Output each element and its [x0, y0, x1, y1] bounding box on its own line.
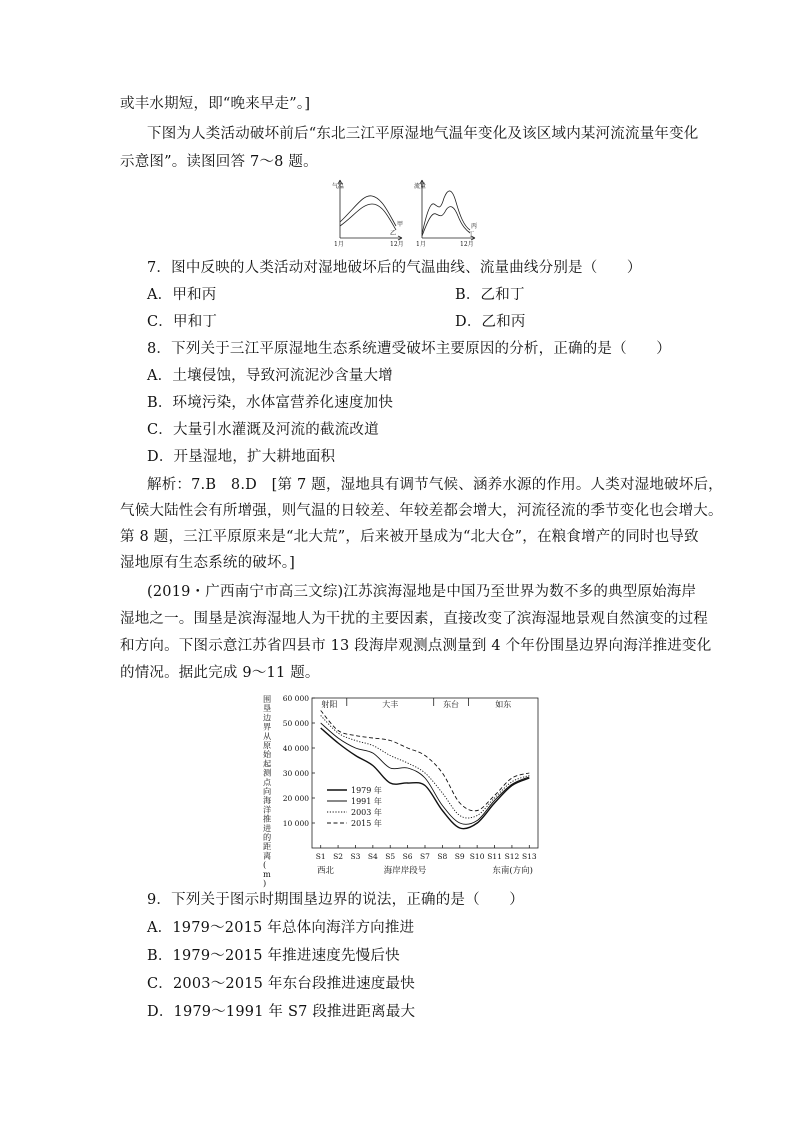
ylabel-char: 界 — [263, 721, 272, 732]
ylabel-char: 推 — [263, 813, 272, 824]
passage-line-3: 和方向。下图示意江苏省四县市 13 段海岸观测点测量到 4 个年份围垦边界向海洋推进变化 — [120, 638, 712, 654]
passage-line-2: 湿地之一。围垦是滨海湿地人为干扰的主要因素，直接改变了滨海湿地景观自然演变的过程 — [120, 611, 708, 627]
q7-option-c: C．甲和丁 — [147, 314, 218, 330]
ylabel-char: 洋 — [263, 804, 272, 815]
passage-line-1: (2019・广西南宁市高三文综)江苏滨海湿地是中国乃至世界为数不多的典型原始海岸 — [147, 584, 697, 600]
q7-option-a: A．甲和丙 — [147, 287, 217, 303]
x-right-note: 东南(方向) — [492, 866, 533, 876]
temperature-chart — [332, 180, 404, 248]
passage-line-4: 的情况。据此完成 9～11 题。 — [120, 665, 320, 681]
question-8: 8．下列关于三江平原湿地生态系统遭受破坏主要原因的分析，正确的是（ ） — [147, 341, 671, 357]
x-tick-label: S10 — [469, 852, 485, 861]
region-label: 东台 — [443, 700, 460, 709]
q9-option-a: A．1979～2015 年总体向海洋方向推进 — [147, 920, 415, 936]
ylabel-char: 垦 — [263, 703, 272, 714]
x-tick-label: S9 — [454, 852, 465, 861]
region-label: 大丰 — [382, 700, 399, 709]
ylabel-char: 距 — [263, 841, 272, 852]
ylabel-char: 从 — [263, 730, 272, 741]
ylabel-char: 进 — [263, 822, 272, 833]
ylabel-char: ) — [263, 878, 267, 888]
right-curve-ding-label: 丁 — [468, 231, 475, 238]
ylabel-char: ( — [263, 859, 267, 870]
x-tick-label: S7 — [420, 852, 430, 861]
region-label: 如东 — [495, 700, 512, 709]
region-label: 射阳 — [321, 700, 338, 709]
q9-option-b: B．1979～2015 年推进速度先慢后快 — [147, 948, 400, 964]
ylabel-char: 围 — [263, 694, 272, 704]
flow-chart — [414, 180, 477, 248]
ylabel-char: 离 — [263, 850, 272, 861]
x-tick-label: S6 — [402, 852, 413, 861]
ylabel-char: 海 — [263, 795, 272, 806]
x-tick-label: S1 — [315, 852, 326, 861]
ylabel-char: 点 — [263, 776, 272, 787]
ylabel-char: 测 — [263, 767, 272, 778]
curve-jia — [340, 196, 396, 226]
figure-temperature-flow — [330, 176, 480, 248]
intro-line-1: 下图为人类活动破坏前后“东北三江平原湿地气温年变化及该区域内某河流流量年变化 — [147, 126, 699, 142]
left-xend: 12月 — [390, 241, 404, 248]
ylabel-char: 的 — [263, 832, 272, 842]
intro-line-2: 示意图”。读图回答 7～8 题。 — [120, 154, 318, 170]
left-curve-yi-label: 乙 — [390, 230, 397, 237]
x-tick-label: S5 — [385, 852, 396, 861]
y-tick-label: 50 000 — [282, 719, 309, 728]
right-ylabel: 流量 — [414, 183, 427, 190]
region-labels — [321, 698, 511, 709]
x-tick-label: S12 — [504, 852, 520, 861]
ylabel-char: 原 — [263, 740, 272, 750]
answer-line-1: 解析：7.B 8.D [第 7 题，湿地具有调节气候、涵养水源的作用。人类对湿地破坏后， — [147, 477, 723, 493]
q9-option-c: C．2003～2015 年东台段推进速度最快 — [147, 976, 415, 992]
right-curve-bing-label: 丙 — [471, 223, 478, 230]
x-tick-label: S11 — [487, 852, 502, 861]
answer-line-2: 气候大陆性会有所增强，则气温的日较差、年较差都会增大，河流径流的季节变化也会增大。 — [120, 503, 723, 519]
ylabel-char: 向 — [263, 786, 272, 796]
q8-option-b: B．环境污染，水体富营养化速度加快 — [147, 395, 394, 411]
x-tick-label: S2 — [333, 852, 344, 861]
q7-option-b: B．乙和丁 — [455, 287, 525, 303]
y-tick-label: 30 000 — [282, 769, 309, 778]
y-tick-label: 40 000 — [282, 744, 309, 753]
x-ticks — [316, 845, 537, 861]
legend-label: 2015 年 — [351, 819, 382, 828]
y-tick-label: 10 000 — [282, 819, 309, 828]
ylabel-char: 始 — [263, 749, 272, 760]
series-line-2015年 — [321, 711, 530, 811]
x-tick-label: S8 — [437, 852, 448, 861]
y-ticks — [283, 694, 315, 828]
question-7: 7．图中反映的人类活动对湿地破坏后的气温曲线、流量曲线分别是（ ） — [147, 260, 642, 276]
left-xstart: 1月 — [334, 241, 344, 248]
x-tick-label: S3 — [350, 852, 361, 861]
ylabel-char: m — [263, 868, 271, 879]
legend-label: 2003 年 — [351, 808, 382, 817]
left-curve-jia-label: 甲 — [397, 221, 404, 228]
legend — [327, 785, 382, 828]
legend-label: 1991 年 — [351, 797, 382, 806]
y-axis-label — [263, 694, 272, 888]
y-tick-label: 60 000 — [282, 694, 309, 703]
question-9: 9．下列关于图示时期围垦边界的说法，正确的是（ ） — [147, 892, 524, 908]
q9-option-d: D．1979～1991 年 S7 段推进距离最大 — [147, 1004, 416, 1020]
curve-yi — [340, 204, 396, 230]
left-ylabel: 气温 — [332, 183, 345, 190]
x-tick-label: S13 — [521, 852, 537, 861]
right-xend: 12月 — [460, 241, 474, 248]
paragraph-continued: 或丰水期短，即“晚来早走”。] — [120, 96, 311, 112]
right-xstart: 1月 — [416, 241, 426, 248]
ylabel-char: 边 — [263, 712, 272, 723]
x-left-note: 西北 — [317, 866, 335, 876]
q8-option-a: A．土壤侵蚀，导致河流泥沙含量大增 — [147, 368, 393, 384]
curve-bing — [422, 191, 470, 234]
q7-option-d: D．乙和丙 — [455, 314, 526, 330]
answer-line-4: 湿地原有生态系统的破坏。] — [120, 555, 296, 571]
q8-option-c: C．大量引水灌溉及河流的截流改道 — [147, 422, 379, 438]
q8-option-d: D．开垦湿地，扩大耕地面积 — [147, 449, 336, 465]
y-tick-label: 20 000 — [282, 794, 309, 803]
answer-line-3: 第 8 题，三江平原原来是“北大荒”，后来被开垦成为“北大仓”，在粮食增产的同时也导致 — [120, 529, 699, 545]
legend-label: 1979 年 — [351, 786, 382, 795]
x-tick-label: S4 — [367, 852, 378, 861]
reclamation-chart — [257, 690, 547, 888]
x-axis-title: 海岸岸段号 — [383, 866, 427, 876]
ylabel-char: 起 — [263, 758, 272, 769]
